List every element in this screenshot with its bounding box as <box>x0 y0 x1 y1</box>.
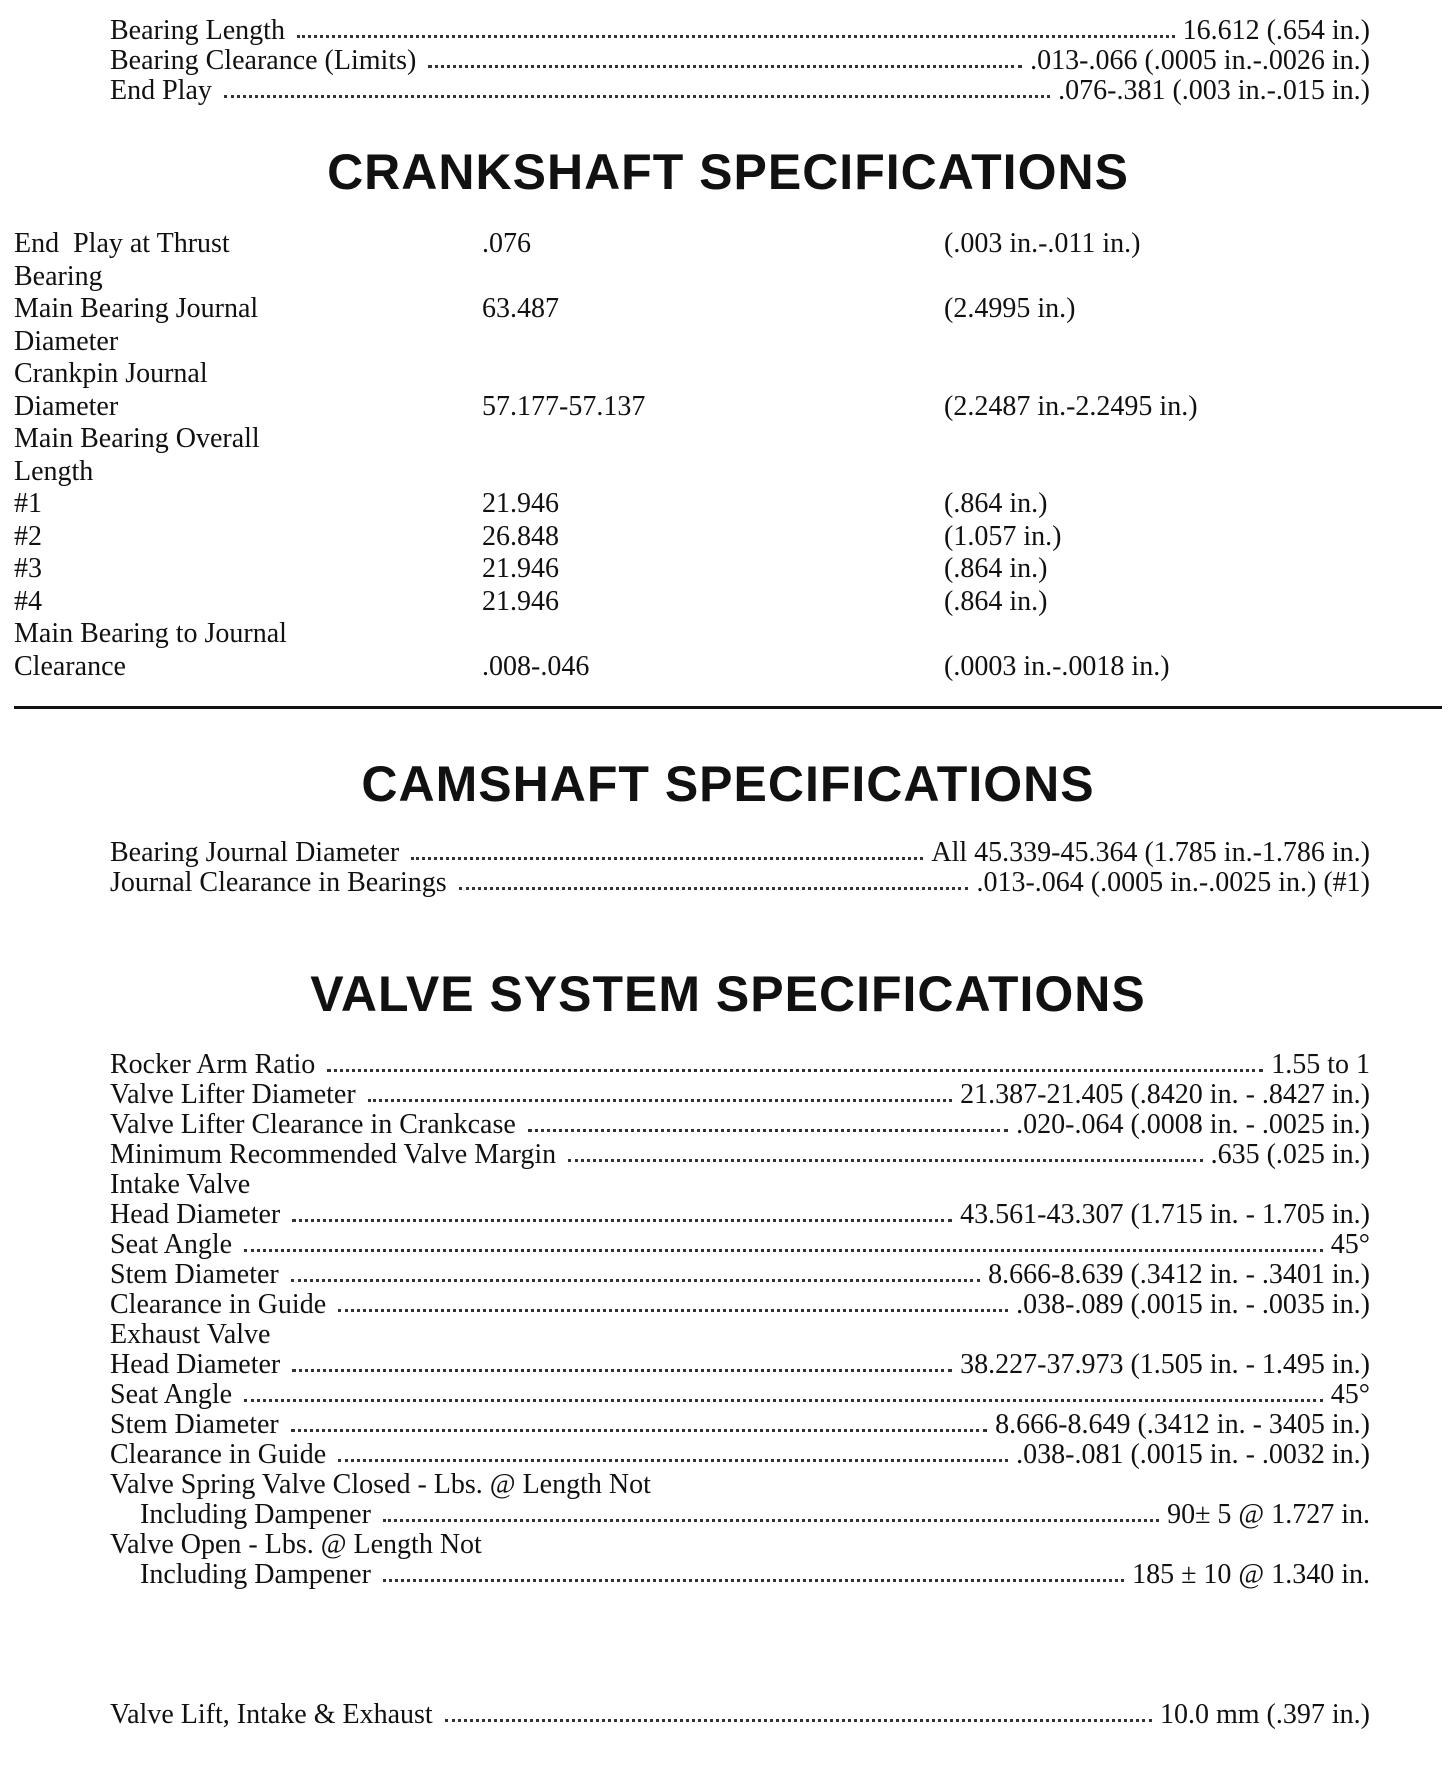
spec-label: Crankpin Journal <box>14 358 208 389</box>
spec-row <box>110 1700 1370 1730</box>
spec-row <box>110 838 1370 868</box>
spec-label: Main Bearing to Journal <box>14 618 287 649</box>
imperial-value: (1.057 in.) <box>944 520 1062 552</box>
spec-value: .635 (.025 in.) <box>1210 1139 1370 1170</box>
spec-row <box>110 1230 1370 1260</box>
group-label-exhaust: Exhaust Valve <box>110 1319 271 1350</box>
spec-value: .038-.081 (.0015 in. - .0032 in.) <box>1016 1439 1370 1470</box>
imperial-value: (.003 in.-.011 in.) <box>944 228 1141 259</box>
spec-label: Head Diameter <box>110 1199 281 1230</box>
metric-value: .076 <box>482 228 531 259</box>
group-label-spring-open: Valve Open - Lbs. @ Length Not <box>110 1529 482 1560</box>
spec-row <box>110 1560 1370 1590</box>
spec-label: Valve Lifter Diameter <box>110 1079 356 1110</box>
table-row <box>14 293 1434 326</box>
spec-value: .013-.066 (.0005 in.-.0026 in.) <box>1030 45 1370 76</box>
spec-row <box>110 1350 1370 1380</box>
spec-label: #1 <box>14 488 42 519</box>
table-row <box>14 228 1434 261</box>
bearing-specs <box>110 16 1370 106</box>
table-row <box>14 261 1434 294</box>
dot-leader <box>411 857 923 860</box>
spec-row <box>110 1500 1370 1530</box>
spec-row <box>110 1410 1370 1440</box>
crankshaft-heading: CRANKSHAFT SPECIFICATIONS <box>327 144 1129 200</box>
spec-label: Diameter <box>14 390 119 422</box>
spec-label: Bearing Journal Diameter <box>110 837 400 868</box>
dot-leader <box>445 1719 1152 1722</box>
table-row <box>14 326 1434 359</box>
table-row <box>14 488 1434 521</box>
spec-row <box>110 76 1370 106</box>
spec-label: Length <box>14 455 94 487</box>
dot-leader <box>383 1579 1124 1582</box>
spec-row <box>110 1050 1370 1080</box>
dot-leader <box>528 1129 1008 1132</box>
dot-leader <box>428 65 1022 68</box>
spec-label: Clearance in Guide <box>110 1289 327 1320</box>
dot-leader <box>224 95 1050 98</box>
dot-leader <box>338 1309 1008 1312</box>
metric-value: 26.848 <box>482 520 559 552</box>
dot-leader <box>383 1519 1159 1522</box>
imperial-value: (.0003 in.-.0018 in.) <box>944 650 1170 682</box>
spec-label: Diameter <box>14 325 119 357</box>
metric-value: 21.946 <box>482 553 559 584</box>
dot-leader <box>327 1069 1263 1072</box>
spec-row <box>110 1200 1370 1230</box>
spec-label: Seat Angle <box>110 1229 233 1260</box>
spec-value: 45° <box>1330 1379 1370 1410</box>
spec-row <box>110 1080 1370 1110</box>
spec-label: Stem Diameter <box>110 1409 279 1440</box>
spec-label: Bearing Length <box>110 15 285 46</box>
spec-value: .020-.064 (.0008 in. - .0025 in.) <box>1016 1109 1370 1140</box>
crankshaft-table <box>14 228 1434 683</box>
table-row <box>14 521 1434 554</box>
spec-row <box>110 1290 1370 1320</box>
spec-label: Minimum Recommended Valve Margin <box>110 1139 557 1170</box>
dot-leader <box>244 1399 1323 1402</box>
dot-leader <box>291 1429 987 1432</box>
table-row <box>14 391 1434 424</box>
spec-value: .013-.064 (.0005 in.-.0025 in.) (#1) <box>976 867 1370 898</box>
spec-label: End Play <box>110 75 212 106</box>
spec-row <box>110 46 1370 76</box>
spec-label: Stem Diameter <box>110 1259 279 1290</box>
spec-row <box>110 1380 1370 1410</box>
spec-label: #3 <box>14 553 42 584</box>
table-row <box>14 618 1434 651</box>
spec-label: Journal Clearance in Bearings <box>110 867 447 898</box>
section-divider <box>14 706 1442 709</box>
spec-label: Including Dampener <box>140 1559 371 1590</box>
metric-value: 57.177-57.137 <box>482 390 646 422</box>
camshaft-specs <box>110 838 1370 898</box>
dot-leader <box>291 1279 980 1282</box>
table-row <box>14 423 1434 456</box>
spec-label: Including Dampener <box>140 1499 371 1530</box>
spec-value: 16.612 (.654 in.) <box>1182 15 1370 46</box>
valve-system-specs <box>110 1050 1370 1590</box>
spec-value: 10.0 mm (.397 in.) <box>1160 1699 1370 1730</box>
spec-label: Bearing <box>14 260 103 292</box>
spec-label: Clearance <box>14 650 126 682</box>
spec-label: Seat Angle <box>110 1379 233 1410</box>
group-label-spring-closed: Valve Spring Valve Closed - Lbs. @ Length Not <box>110 1469 651 1500</box>
table-row <box>14 651 1434 684</box>
table-row <box>14 456 1434 489</box>
spec-label: Clearance in Guide <box>110 1439 327 1470</box>
spec-value: All 45.339-45.364 (1.785 in.-1.786 in.) <box>931 837 1370 868</box>
spec-row <box>110 1440 1370 1470</box>
spec-row <box>110 1140 1370 1170</box>
metric-value: .008-.046 <box>482 650 590 682</box>
spec-row <box>110 16 1370 46</box>
group-label-intake: Intake Valve <box>110 1169 251 1200</box>
spec-label: Main Bearing Journal <box>14 293 259 324</box>
imperial-value: (.864 in.) <box>944 553 1048 584</box>
dot-leader <box>568 1159 1202 1162</box>
spec-label: Rocker Arm Ratio <box>110 1049 316 1080</box>
metric-value: 63.487 <box>482 293 559 324</box>
dot-leader <box>244 1249 1323 1252</box>
spec-row <box>110 1260 1370 1290</box>
spec-label: Head Diameter <box>110 1349 281 1380</box>
metric-value: 21.946 <box>482 585 559 617</box>
spec-row <box>110 1110 1370 1140</box>
spec-value: 43.561-43.307 (1.715 in. - 1.705 in.) <box>960 1199 1370 1230</box>
imperial-value: (2.2487 in.-2.2495 in.) <box>944 390 1198 422</box>
camshaft-heading: CAMSHAFT SPECIFICATIONS <box>361 756 1095 812</box>
imperial-value: (2.4995 in.) <box>944 293 1076 324</box>
spec-label: #2 <box>14 520 42 552</box>
spec-label: Main Bearing Overall <box>14 423 260 454</box>
metric-value: 21.946 <box>482 488 559 519</box>
table-row <box>14 358 1434 391</box>
spec-value: 90± 5 @ 1.727 in. <box>1167 1499 1370 1530</box>
dot-leader <box>292 1219 952 1222</box>
imperial-value: (.864 in.) <box>944 488 1048 519</box>
table-row <box>14 586 1434 619</box>
dot-leader <box>459 887 969 890</box>
dot-leader <box>338 1459 1008 1462</box>
valve-system-heading: VALVE SYSTEM SPECIFICATIONS <box>310 966 1146 1022</box>
spec-label: Bearing Clearance (Limits) <box>110 45 417 76</box>
spec-value: 8.666-8.639 (.3412 in. - .3401 in.) <box>988 1259 1370 1290</box>
spec-value: 38.227-37.973 (1.505 in. - 1.495 in.) <box>960 1349 1370 1380</box>
spec-value: 45° <box>1330 1229 1370 1260</box>
spec-label: Valve Lift, Intake & Exhaust <box>110 1699 433 1730</box>
spec-label: End Play at Thrust <box>14 228 230 259</box>
spec-value: .038-.089 (.0015 in. - .0035 in.) <box>1016 1289 1370 1320</box>
table-row <box>14 553 1434 586</box>
dot-leader <box>368 1099 952 1102</box>
spec-value: 8.666-8.649 (.3412 in. - 3405 in.) <box>995 1409 1370 1440</box>
spec-value: 185 ± 10 @ 1.340 in. <box>1132 1559 1370 1590</box>
spec-value: 21.387-21.405 (.8420 in. - .8427 in.) <box>960 1079 1370 1110</box>
spec-value: .076-.381 (.003 in.-.015 in.) <box>1058 75 1370 106</box>
dot-leader <box>292 1369 952 1372</box>
dot-leader <box>297 35 1175 38</box>
spec-label: Valve Lifter Clearance in Crankcase <box>110 1109 516 1140</box>
imperial-value: (.864 in.) <box>944 585 1048 617</box>
spec-value: 1.55 to 1 <box>1271 1049 1370 1080</box>
spec-row <box>110 868 1370 898</box>
spec-label: #4 <box>14 585 42 617</box>
valve-lift-spec <box>110 1700 1370 1730</box>
